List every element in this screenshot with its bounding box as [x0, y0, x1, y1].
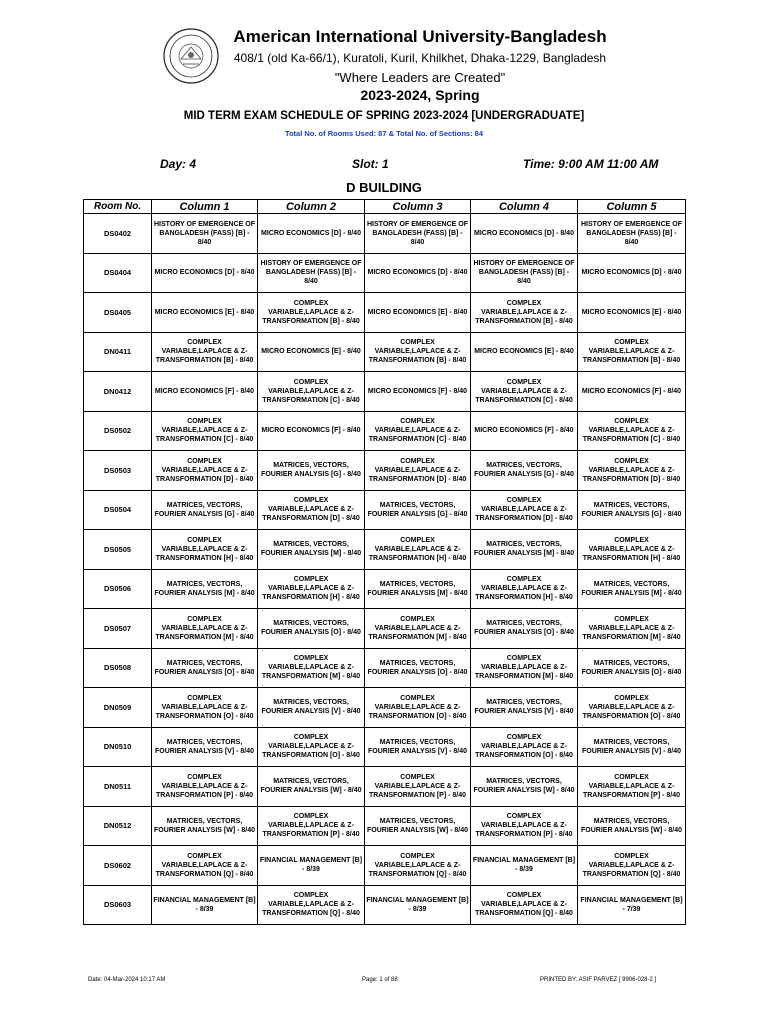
- room-number-cell: DS0508: [84, 648, 152, 688]
- table-row: [84, 806, 686, 846]
- header-column-3: Column 3: [365, 200, 471, 214]
- room-number-cell: DS0602: [84, 846, 152, 886]
- course-cell: MATRICES, VECTORS, FOURIER ANALYSIS [W] - 8/40: [258, 767, 365, 807]
- course-cell: MICRO ECONOMICS [E] - 8/40: [152, 293, 258, 333]
- course-cell: COMPLEX VARIABLE,LAPLACE & Z-TRANSFORMATION [M] - 8/40: [578, 609, 686, 649]
- course-cell: COMPLEX VARIABLE,LAPLACE & Z-TRANSFORMATION [C] - 8/40: [365, 411, 471, 451]
- room-number-cell: DS0405: [84, 293, 152, 333]
- rooms-note: Total No. of Rooms Used: 87 & Total No. of Sections: 84: [284, 129, 484, 138]
- course-cell: MATRICES, VECTORS, FOURIER ANALYSIS [W] - 8/40: [471, 767, 578, 807]
- course-cell: MATRICES, VECTORS, FOURIER ANALYSIS [G] - 8/40: [365, 490, 471, 530]
- header-column-4: Column 4: [471, 200, 578, 214]
- table-row: [84, 253, 686, 293]
- table-row: [84, 648, 686, 688]
- header-column-1: Column 1: [152, 200, 258, 214]
- course-cell: COMPLEX VARIABLE,LAPLACE & Z-TRANSFORMATION [O] - 8/40: [578, 688, 686, 728]
- printed-by: PRINTED BY: ASIF PARVEZ [ 9906-028-2 ]: [540, 977, 657, 983]
- room-number-cell: DN0411: [84, 332, 152, 372]
- room-number-cell: DS0603: [84, 885, 152, 925]
- course-cell: MATRICES, VECTORS, FOURIER ANALYSIS [M] - 8/40: [258, 530, 365, 570]
- course-cell: COMPLEX VARIABLE,LAPLACE & Z-TRANSFORMATION [Q] - 8/40: [471, 885, 578, 925]
- course-cell: COMPLEX VARIABLE,LAPLACE & Z-TRANSFORMATION [H] - 8/40: [471, 569, 578, 609]
- course-cell: FINANCIAL MANAGEMENT [B] - 8/39: [258, 846, 365, 886]
- course-cell: COMPLEX VARIABLE,LAPLACE & Z-TRANSFORMATION [O] - 8/40: [152, 688, 258, 728]
- course-cell: MATRICES, VECTORS, FOURIER ANALYSIS [G] - 8/40: [258, 451, 365, 491]
- course-cell: COMPLEX VARIABLE,LAPLACE & Z-TRANSFORMATION [O] - 8/40: [471, 727, 578, 767]
- header-column-2: Column 2: [258, 200, 365, 214]
- course-cell: COMPLEX VARIABLE,LAPLACE & Z-TRANSFORMATION [C] - 8/40: [152, 411, 258, 451]
- table-row: [84, 609, 686, 649]
- course-cell: COMPLEX VARIABLE,LAPLACE & Z-TRANSFORMATION [D] - 8/40: [365, 451, 471, 491]
- table-row: [84, 688, 686, 728]
- course-cell: COMPLEX VARIABLE,LAPLACE & Z-TRANSFORMATION [Q] - 8/40: [258, 885, 365, 925]
- slot-label: Slot: 1: [352, 157, 389, 171]
- table-body: [84, 214, 686, 925]
- room-number-cell: DS0504: [84, 490, 152, 530]
- table-row: [84, 569, 686, 609]
- schedule-table: [83, 199, 686, 925]
- course-cell: FINANCIAL MANAGEMENT [B] - 7/39: [578, 885, 686, 925]
- print-date: Date: 04-Mar-2024 10:17 AM: [88, 977, 166, 983]
- course-cell: COMPLEX VARIABLE,LAPLACE & Z-TRANSFORMATION [M] - 8/40: [258, 648, 365, 688]
- course-cell: COMPLEX VARIABLE,LAPLACE & Z-TRANSFORMATION [D] - 8/40: [578, 451, 686, 491]
- course-cell: MATRICES, VECTORS, FOURIER ANALYSIS [M] - 8/40: [152, 569, 258, 609]
- course-cell: MATRICES, VECTORS, FOURIER ANALYSIS [O] - 8/40: [152, 648, 258, 688]
- table-row: [84, 846, 686, 886]
- table-row: [84, 451, 686, 491]
- course-cell: MICRO ECONOMICS [F] - 8/40: [152, 372, 258, 412]
- course-cell: MICRO ECONOMICS [F] - 8/40: [578, 372, 686, 412]
- room-number-cell: DS0506: [84, 569, 152, 609]
- room-number-cell: DN0509: [84, 688, 152, 728]
- course-cell: HISTORY OF EMERGENCE OF BANGLADESH (FASS) [B] - 8/40: [578, 214, 686, 254]
- room-number-cell: DS0502: [84, 411, 152, 451]
- time-label: Time: 9:00 AM 11:00 AM: [523, 157, 659, 171]
- table-row: [84, 214, 686, 254]
- course-cell: MATRICES, VECTORS, FOURIER ANALYSIS [O] - 8/40: [365, 648, 471, 688]
- course-cell: MICRO ECONOMICS [D] - 8/40: [471, 214, 578, 254]
- course-cell: COMPLEX VARIABLE,LAPLACE & Z-TRANSFORMATION [Q] - 8/40: [152, 846, 258, 886]
- course-cell: MATRICES, VECTORS, FOURIER ANALYSIS [V] - 8/40: [471, 688, 578, 728]
- course-cell: COMPLEX VARIABLE,LAPLACE & Z-TRANSFORMATION [M] - 8/40: [471, 648, 578, 688]
- room-number-cell: DN0511: [84, 767, 152, 807]
- exam-title: MID TERM EXAM SCHEDULE OF SPRING 2023-2024 [UNDERGRADUATE]: [183, 110, 585, 122]
- course-cell: MATRICES, VECTORS, FOURIER ANALYSIS [G] - 8/40: [471, 451, 578, 491]
- header-row: [84, 200, 686, 214]
- course-cell: HISTORY OF EMERGENCE OF BANGLADESH (FASS) [B] - 8/40: [365, 214, 471, 254]
- course-cell: COMPLEX VARIABLE,LAPLACE & Z-TRANSFORMATION [H] - 8/40: [258, 569, 365, 609]
- table-row: [84, 332, 686, 372]
- course-cell: COMPLEX VARIABLE,LAPLACE & Z-TRANSFORMATION [Q] - 8/40: [365, 846, 471, 886]
- course-cell: COMPLEX VARIABLE,LAPLACE & Z-TRANSFORMATION [P] - 8/40: [152, 767, 258, 807]
- course-cell: COMPLEX VARIABLE,LAPLACE & Z-TRANSFORMATION [O] - 8/40: [258, 727, 365, 767]
- course-cell: COMPLEX VARIABLE,LAPLACE & Z-TRANSFORMATION [P] - 8/40: [258, 806, 365, 846]
- room-number-cell: DN0510: [84, 727, 152, 767]
- course-cell: HISTORY OF EMERGENCE OF BANGLADESH (FASS) [B] - 8/40: [471, 253, 578, 293]
- course-cell: MATRICES, VECTORS, FOURIER ANALYSIS [O] - 8/40: [578, 648, 686, 688]
- course-cell: COMPLEX VARIABLE,LAPLACE & Z-TRANSFORMATION [P] - 8/40: [365, 767, 471, 807]
- table-row: [84, 411, 686, 451]
- course-cell: MICRO ECONOMICS [E] - 8/40: [365, 293, 471, 333]
- course-cell: MICRO ECONOMICS [D] - 8/40: [578, 253, 686, 293]
- course-cell: COMPLEX VARIABLE,LAPLACE & Z-TRANSFORMATION [Q] - 8/40: [578, 846, 686, 886]
- course-cell: MATRICES, VECTORS, FOURIER ANALYSIS [G] - 8/40: [578, 490, 686, 530]
- course-cell: COMPLEX VARIABLE,LAPLACE & Z-TRANSFORMATION [P] - 8/40: [471, 806, 578, 846]
- course-cell: MATRICES, VECTORS, FOURIER ANALYSIS [O] - 8/40: [258, 609, 365, 649]
- course-cell: MATRICES, VECTORS, FOURIER ANALYSIS [O] - 8/40: [471, 609, 578, 649]
- course-cell: HISTORY OF EMERGENCE OF BANGLADESH (FASS) [B] - 8/40: [152, 214, 258, 254]
- course-cell: COMPLEX VARIABLE,LAPLACE & Z-TRANSFORMATION [H] - 8/40: [578, 530, 686, 570]
- course-cell: COMPLEX VARIABLE,LAPLACE & Z-TRANSFORMATION [O] - 8/40: [365, 688, 471, 728]
- course-cell: COMPLEX VARIABLE,LAPLACE & Z-TRANSFORMATION [C] - 8/40: [471, 372, 578, 412]
- course-cell: MATRICES, VECTORS, FOURIER ANALYSIS [V] - 8/40: [578, 727, 686, 767]
- course-cell: MATRICES, VECTORS, FOURIER ANALYSIS [V] - 8/40: [152, 727, 258, 767]
- course-cell: MATRICES, VECTORS, FOURIER ANALYSIS [W] - 8/40: [365, 806, 471, 846]
- course-cell: COMPLEX VARIABLE,LAPLACE & Z-TRANSFORMATION [B] - 8/40: [152, 332, 258, 372]
- course-cell: COMPLEX VARIABLE,LAPLACE & Z-TRANSFORMATION [B] - 8/40: [471, 293, 578, 333]
- course-cell: HISTORY OF EMERGENCE OF BANGLADESH (FASS) [B] - 8/40: [258, 253, 365, 293]
- course-cell: MICRO ECONOMICS [E] - 8/40: [258, 332, 365, 372]
- table-row: [84, 372, 686, 412]
- course-cell: MATRICES, VECTORS, FOURIER ANALYSIS [M] - 8/40: [471, 530, 578, 570]
- course-cell: MICRO ECONOMICS [F] - 8/40: [258, 411, 365, 451]
- course-cell: MATRICES, VECTORS, FOURIER ANALYSIS [M] - 8/40: [365, 569, 471, 609]
- room-number-cell: DS0402: [84, 214, 152, 254]
- course-cell: FINANCIAL MANAGEMENT [B] - 8/39: [471, 846, 578, 886]
- table-row: [84, 767, 686, 807]
- course-cell: MATRICES, VECTORS, FOURIER ANALYSIS [W] - 8/40: [152, 806, 258, 846]
- course-cell: MICRO ECONOMICS [F] - 8/40: [365, 372, 471, 412]
- course-cell: COMPLEX VARIABLE,LAPLACE & Z-TRANSFORMATION [M] - 8/40: [365, 609, 471, 649]
- course-cell: MATRICES, VECTORS, FOURIER ANALYSIS [W] - 8/40: [578, 806, 686, 846]
- building-title: D BUILDING: [346, 180, 422, 195]
- course-cell: MICRO ECONOMICS [D] - 8/40: [258, 214, 365, 254]
- term-title: 2023-2024, Spring: [360, 87, 480, 103]
- course-cell: MATRICES, VECTORS, FOURIER ANALYSIS [V] - 8/40: [258, 688, 365, 728]
- course-cell: MICRO ECONOMICS [E] - 8/40: [471, 332, 578, 372]
- room-number-cell: DS0507: [84, 609, 152, 649]
- course-cell: MICRO ECONOMICS [D] - 8/40: [365, 253, 471, 293]
- course-cell: COMPLEX VARIABLE,LAPLACE & Z-TRANSFORMATION [D] - 8/40: [471, 490, 578, 530]
- course-cell: COMPLEX VARIABLE,LAPLACE & Z-TRANSFORMATION [B] - 8/40: [365, 332, 471, 372]
- table-row: [84, 885, 686, 925]
- day-label: Day: 4: [160, 157, 197, 171]
- header-room-no: Room No.: [84, 200, 152, 214]
- university-address: 408/1 (old Ka-66/1), Kuratoli, Kuril, Khilkhet, Dhaka-1229, Bangladesh: [233, 51, 607, 65]
- course-cell: MICRO ECONOMICS [E] - 8/40: [578, 293, 686, 333]
- table-row: [84, 727, 686, 767]
- university-motto: "Where Leaders are Created": [334, 70, 506, 85]
- room-number-cell: DS0404: [84, 253, 152, 293]
- course-cell: MATRICES, VECTORS, FOURIER ANALYSIS [M] - 8/40: [578, 569, 686, 609]
- course-cell: COMPLEX VARIABLE,LAPLACE & Z-TRANSFORMATION [D] - 8/40: [152, 451, 258, 491]
- course-cell: COMPLEX VARIABLE,LAPLACE & Z-TRANSFORMATION [H] - 8/40: [152, 530, 258, 570]
- course-cell: FINANCIAL MANAGEMENT [B] - 8/39: [152, 885, 258, 925]
- course-cell: FINANCIAL MANAGEMENT [B] - 8/39: [365, 885, 471, 925]
- course-cell: COMPLEX VARIABLE,LAPLACE & Z-TRANSFORMATION [P] - 8/40: [578, 767, 686, 807]
- course-cell: COMPLEX VARIABLE,LAPLACE & Z-TRANSFORMATION [H] - 8/40: [365, 530, 471, 570]
- page-number: Page: 1 of 88: [362, 977, 398, 983]
- course-cell: COMPLEX VARIABLE,LAPLACE & Z-TRANSFORMATION [B] - 8/40: [258, 293, 365, 333]
- table-header: [84, 200, 686, 214]
- table-row: [84, 293, 686, 333]
- course-cell: MICRO ECONOMICS [D] - 8/40: [152, 253, 258, 293]
- course-cell: COMPLEX VARIABLE,LAPLACE & Z-TRANSFORMATION [C] - 8/40: [578, 411, 686, 451]
- university-name: American International University-Bangladesh: [233, 27, 607, 46]
- table-row: [84, 490, 686, 530]
- room-number-cell: DS0505: [84, 530, 152, 570]
- course-cell: COMPLEX VARIABLE,LAPLACE & Z-TRANSFORMATION [M] - 8/40: [152, 609, 258, 649]
- course-cell: MATRICES, VECTORS, FOURIER ANALYSIS [V] - 8/40: [365, 727, 471, 767]
- room-number-cell: DN0512: [84, 806, 152, 846]
- course-cell: COMPLEX VARIABLE,LAPLACE & Z-TRANSFORMATION [C] - 8/40: [258, 372, 365, 412]
- course-cell: COMPLEX VARIABLE,LAPLACE & Z-TRANSFORMATION [B] - 8/40: [578, 332, 686, 372]
- course-cell: MATRICES, VECTORS, FOURIER ANALYSIS [G] - 8/40: [152, 490, 258, 530]
- table-row: [84, 530, 686, 570]
- header-column-5: Column 5: [578, 200, 686, 214]
- course-cell: COMPLEX VARIABLE,LAPLACE & Z-TRANSFORMATION [D] - 8/40: [258, 490, 365, 530]
- course-cell: MICRO ECONOMICS [F] - 8/40: [471, 411, 578, 451]
- room-number-cell: DN0412: [84, 372, 152, 412]
- room-number-cell: DS0503: [84, 451, 152, 491]
